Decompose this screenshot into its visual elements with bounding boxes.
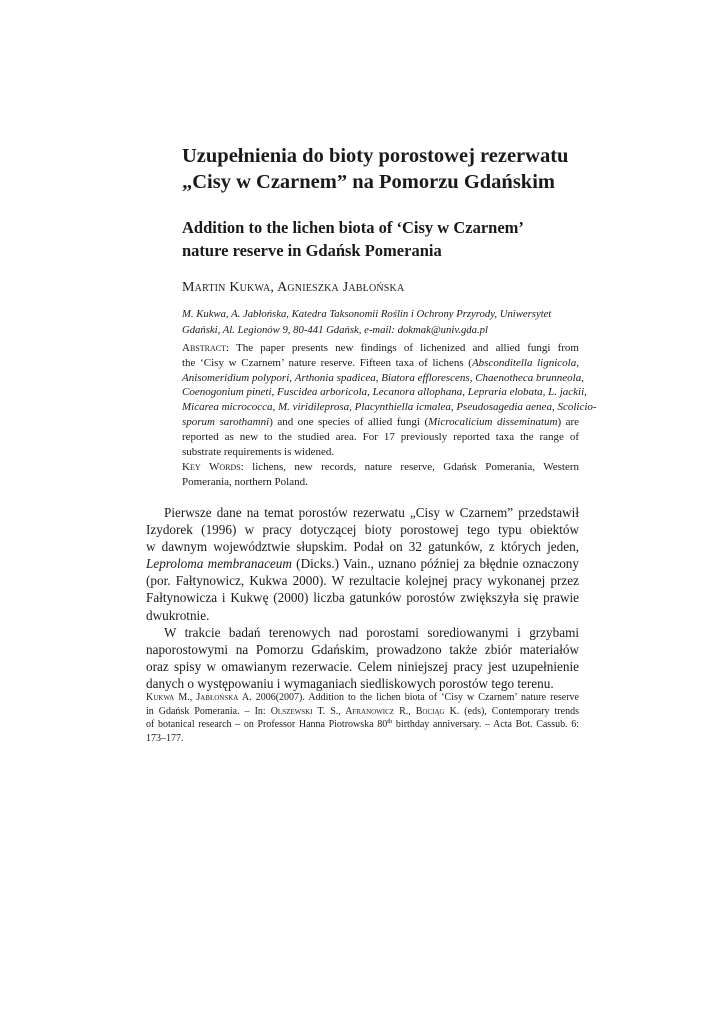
- citation-editor-rest: lszewski: [277, 705, 313, 717]
- author-2-first-initial: A: [277, 280, 288, 295]
- abstract-sep: ,: [272, 401, 279, 414]
- abstract-line-4: [182, 385, 587, 400]
- taxon-name: Fuscidea arboricola: [277, 386, 368, 399]
- taxon-name: Microcalicium disseminatum: [428, 415, 558, 428]
- taxon-name: Pseudosagedia aenea: [456, 401, 552, 414]
- abstract-line-8: substrate requirements is widened.: [182, 445, 335, 458]
- abstract-text-2a: the ‘Cisy w Czarnem’ nature reserve. Fifteen taxa of lichens (: [182, 356, 472, 369]
- abstract-label: [182, 342, 229, 354]
- affiliation-line-1: M. Kukwa, A. Jabłońska, Katedra Taksonomii Roślin i Ochrony Przyrody, Uniwersytet: [182, 308, 552, 320]
- taxon-name: Placynthiella icmalea: [354, 401, 451, 414]
- author-1-last-initial: K: [229, 280, 240, 295]
- keywords-label-ords: ords: [219, 461, 241, 473]
- taxon-name: Arthonia spadicea: [294, 371, 376, 384]
- citation-editor-initial: O: [270, 705, 278, 717]
- title-english-line-2: nature reserve in Gdańsk Pomerania: [182, 241, 442, 260]
- keywords-label-ey: ey: [189, 461, 209, 473]
- keywords: [182, 460, 579, 490]
- abstract-line-1: [182, 341, 579, 356]
- author-2-last-rest: abłońska: [348, 280, 405, 295]
- abstract-sep: ,: [289, 371, 295, 384]
- author-2: [277, 280, 404, 295]
- body-p2-line-2: naporostowymi na Pomorzu Gdańskim, prowadzono także zbiór materiałów: [146, 641, 579, 657]
- taxon-name: Chaenotheca brunneola: [475, 371, 582, 384]
- taxon-name: Biatora efflorescens: [381, 371, 470, 384]
- citation-editor-initial: B: [415, 705, 423, 717]
- body-text: [146, 504, 579, 692]
- citation-line-3: [146, 718, 579, 732]
- abstract: [182, 341, 597, 459]
- abstract-line-2: [182, 356, 579, 371]
- abstract-line-6: [182, 415, 579, 430]
- citation-text: in Gdańsk Pomerania. – In:: [146, 705, 271, 717]
- title-english: [182, 216, 622, 262]
- body-p1-line-4-rest: (Dicks.) Vain., uznano później za błędnie oznaczony: [291, 556, 579, 572]
- abstract-sep: ,: [349, 401, 355, 414]
- abstract-sep: ,: [551, 401, 558, 414]
- citation-author-rest: abłońska: [200, 692, 239, 703]
- taxon-name: L. jackii: [548, 386, 585, 399]
- body-p2-line-1: W trakcie badań terenowych nad porostami sorediowanymi i grzybami: [164, 624, 579, 640]
- abstract-line-5: [182, 400, 597, 415]
- taxon-name: Lepraria elobata: [467, 386, 543, 399]
- taxon-name: M. viridileprosa: [278, 401, 350, 414]
- title-polish-line-1: Uzupełnienia do bioty porostowej rezerwatu: [182, 145, 569, 167]
- citation-text: R.,: [394, 705, 416, 717]
- taxon-name: sporum sarothamni: [182, 415, 270, 428]
- abstract-sep: ,: [450, 401, 457, 414]
- taxon-name: Absconditella lignicola: [471, 356, 577, 369]
- citation-author-initial: J: [196, 692, 201, 703]
- abstract-sep: ,: [367, 386, 373, 399]
- keywords-text-1: : lichens, new records, nature reserve, Gdańsk Pomerania, Western: [240, 461, 579, 473]
- body-p1-line-2: Izydorek (1996) w pracy dotyczącej bioty porostowej tego typu obiektów: [146, 522, 579, 538]
- title-polish-line-2: „Cisy w Czarnem” na Pomorzu Gdańskim: [182, 171, 555, 193]
- abstract-sep: ,: [542, 386, 549, 399]
- abstract-sep: ,: [462, 386, 468, 399]
- citation-line-2: [146, 705, 579, 719]
- body-p1-line-7: dwukrotnie.: [146, 607, 210, 623]
- citation-line-1: [146, 691, 579, 705]
- author-1-first-initial: M: [182, 280, 195, 295]
- body-p1-line-4: [146, 555, 579, 572]
- citation-editor-rest: ociąg: [422, 705, 445, 717]
- keywords-line-2: Pomerania, northern Poland.: [182, 476, 308, 488]
- author-1: [182, 280, 270, 295]
- taxon-name: Coenogonium pineti: [182, 386, 272, 399]
- taxon-name: Micarea micrococca: [182, 401, 273, 414]
- taxon-name: Anisomeridium polypori: [182, 371, 290, 384]
- citation-author-initial: K: [146, 692, 154, 703]
- affiliation: [182, 306, 579, 338]
- taxon-name: Leproloma membranaceum: [146, 556, 292, 572]
- abstract-line-3: [182, 371, 584, 386]
- citation-editor-initial: A: [345, 705, 353, 717]
- abstract-text-6a: ) and one species of allied fungi (: [269, 415, 429, 428]
- body-p1-line-3: w dawnym województwie słupskim. Podał on 32 gatunków, z których jeden,: [146, 539, 579, 555]
- body-p2-line-3: oraz spisy w omawianym rezerwacie. Celem niniejszej pracy jest uzupełnienie: [146, 658, 579, 674]
- author-2-first-rest: gnieszka: [287, 280, 339, 295]
- citation: [146, 691, 579, 745]
- abstract-sep: ,: [469, 371, 476, 384]
- author-separator: ,: [270, 280, 278, 295]
- taxon-name: Lecanora allophana: [372, 386, 463, 399]
- body-p1-line-5: (por. Fałtynowicz, Kukwa 2000). W rezultacie kolejnej pracy wykonanej przez: [146, 573, 579, 589]
- citation-text: birthday anniversary. – Acta Bot. Cassub. 6:: [392, 719, 579, 730]
- abstract-label-rest: bstract: [189, 342, 226, 354]
- body-p1-line-1: Pierwsze dane na temat porostów rezerwatu „Cisy w Czarnem” przedstawił: [164, 505, 579, 520]
- title-english-line-1: Addition to the lichen biota of ‘Cisy w Czarnem’: [182, 218, 524, 237]
- abstract-sep: ,: [271, 386, 278, 399]
- abstract-line-7: reported as new to the studied area. For 17 previously reported taxa the range of: [182, 430, 579, 443]
- abstract-sep: ,: [581, 371, 584, 384]
- keywords-label-k: K: [182, 461, 190, 473]
- citation-editor-rest: franowicz: [352, 705, 395, 717]
- keywords-line-1: [182, 460, 579, 475]
- citation-text: of botanical research – on Professor Hanna Piotrowska 80: [146, 719, 388, 730]
- citation-text: T. S.,: [312, 705, 346, 717]
- taxon-name: Scolicio-: [557, 401, 597, 414]
- citation-author-rest: ukwa: [153, 692, 175, 703]
- abstract-text-6b: ) are: [557, 415, 580, 428]
- abstract-text-1: The paper presents new findings of lichenized and allied fungi from: [229, 342, 579, 354]
- title-polish: [182, 143, 622, 195]
- body-p1-line-6: Fałtynowicza i Kukwę (2000) liczba gatunków porostów zwiększyła się prawie: [146, 590, 579, 606]
- keywords-label-w: W: [208, 461, 220, 473]
- body-p2-line-4: danych o występowaniu i wymaganiach siedliskowych porostów tego terenu.: [146, 675, 554, 691]
- author-1-first-rest: artin: [194, 280, 226, 295]
- citation-text: M.,: [174, 692, 197, 703]
- keywords-label: [182, 461, 241, 473]
- citation-text: K. (eds), Contemporary trends: [444, 705, 579, 717]
- affiliation-line-2: Gdański, Al. Legionów 9, 80-441 Gdańsk, e-mail: dokmak@univ.gda.pl: [182, 324, 488, 336]
- author-2-last-initial: J: [342, 280, 349, 295]
- abstract-label-colon: :: [225, 342, 230, 354]
- citation-line-4: 173–177.: [146, 732, 184, 744]
- citation-superscript: th: [387, 718, 393, 725]
- abstract-label-initial: A: [182, 342, 190, 354]
- abstract-text-2b: ,: [576, 356, 579, 369]
- abstract-sep: ,: [375, 371, 382, 384]
- author-list: [182, 280, 404, 296]
- abstract-sep: ,: [584, 386, 587, 399]
- author-1-last-rest: ukwa: [239, 280, 271, 295]
- citation-text: A. 2006(2007). Addition to the lichen biota of ‘Cisy w Czarnem’ nature reserve: [238, 692, 579, 703]
